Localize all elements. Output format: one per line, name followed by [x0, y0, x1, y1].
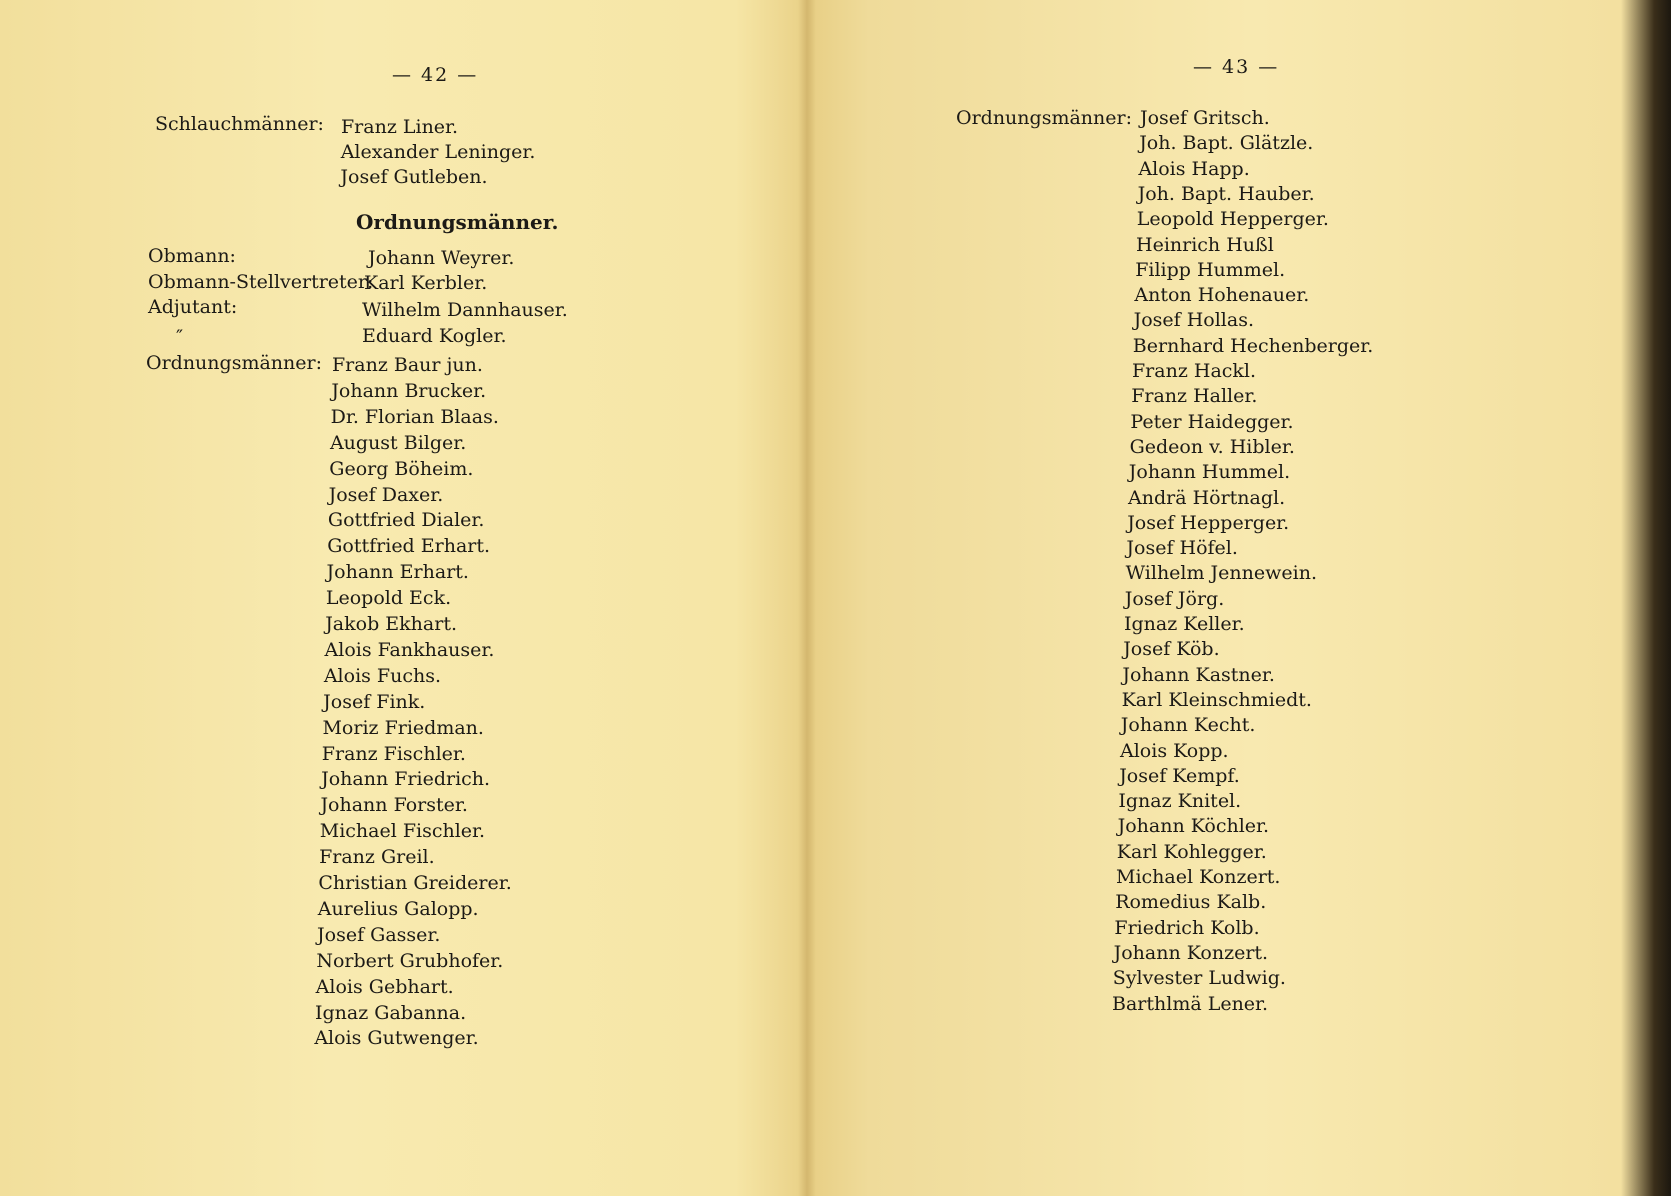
- list-item: Friedrich Kolb.: [1114, 916, 1260, 939]
- list-item: Johann Konzert.: [1113, 941, 1269, 964]
- page-number-right: — 43 —: [1193, 56, 1280, 78]
- list-item: Josef Höfel.: [1126, 537, 1238, 560]
- list-item: Karl Kohlegger.: [1116, 840, 1267, 863]
- list-item: Johann Kastner.: [1122, 663, 1275, 686]
- list-item: Anton Hohenauer.: [1134, 284, 1310, 307]
- list-item: Johann Brucker.: [331, 379, 487, 402]
- list-item: Gedeon v. Hibler.: [1129, 435, 1295, 458]
- list-item: Joh. Bapt. Glätzle.: [1139, 132, 1314, 155]
- list-item: Josef Gritsch.: [1140, 107, 1270, 129]
- list-item: Michael Fischler.: [319, 820, 486, 843]
- schlauch-label: Schlauchmänner:: [155, 113, 324, 135]
- page-number-left: — 42 —: [392, 64, 479, 86]
- obmann-name: Johann Weyrer.: [368, 247, 515, 269]
- list-item: Josef Köb.: [1123, 638, 1220, 661]
- list-item: Christian Greiderer.: [318, 872, 512, 894]
- list-item: Michael Konzert.: [1116, 866, 1281, 888]
- list-item: Johann Friedrich.: [321, 768, 491, 791]
- list-item: Josef Hollas.: [1133, 309, 1254, 332]
- list-item: Josef Kempf.: [1119, 764, 1240, 787]
- ordnung-label-right: Ordnungsmänner:: [956, 107, 1132, 129]
- list-item: Moriz Friedman.: [322, 716, 484, 739]
- section-heading: Ordnungsmänner.: [356, 210, 559, 234]
- adjutant-name-2: Eduard Kogler.: [362, 325, 507, 347]
- list-item: Alois Happ.: [1138, 157, 1250, 180]
- list-item: Johann Hummel.: [1128, 461, 1291, 484]
- list-item: Andrä Hörtnagl.: [1128, 486, 1286, 509]
- list-item: Romedius Kalb.: [1115, 891, 1267, 914]
- list-item: Barthlmä Lener.: [1112, 992, 1269, 1015]
- list-item: Franz Baur jun.: [332, 354, 483, 376]
- list-item: Josef Daxer.: [328, 483, 444, 506]
- stellvertreter-name: Karl Kerbler.: [364, 272, 488, 294]
- list-item: August Bilger.: [329, 431, 467, 454]
- list-item: Ignaz Knitel.: [1118, 790, 1242, 813]
- adjutant-label: Adjutant:: [148, 296, 238, 318]
- list-item: Ignaz Keller.: [1124, 613, 1245, 635]
- list-item: Franz Greil.: [319, 846, 435, 869]
- list-item: Filipp Hummel.: [1135, 258, 1286, 281]
- list-item: Alexander Leninger.: [340, 141, 536, 163]
- list-item: Johann Kecht.: [1120, 714, 1256, 737]
- list-item: Bernhard Hechenberger.: [1132, 334, 1374, 357]
- list-item: Alois Gebhart.: [315, 975, 454, 998]
- right-page: [800, 0, 1660, 1196]
- list-item: Jakob Ekhart.: [325, 613, 457, 635]
- list-item: Josef Jörg.: [1124, 587, 1225, 610]
- list-item: Joh. Bapt. Hauber.: [1137, 182, 1315, 205]
- list-item: Ignaz Gabanna.: [315, 1001, 467, 1024]
- list-item: Franz Liner.: [341, 116, 459, 138]
- list-item: Aurelius Galopp.: [317, 897, 479, 920]
- list-item: Franz Hackl.: [1132, 360, 1257, 382]
- list-item: Alois Gutwenger.: [314, 1027, 479, 1050]
- list-item: Leopold Hepperger.: [1136, 208, 1329, 231]
- list-item: Alois Fankhauser.: [324, 638, 495, 661]
- list-item: Heinrich Hußl: [1136, 233, 1274, 256]
- ditto-mark: ″: [176, 326, 184, 348]
- list-item: Josef Hepperger.: [1127, 511, 1290, 534]
- list-item: Johann Forster.: [320, 794, 468, 817]
- list-item: Gottfried Dialer.: [327, 509, 485, 532]
- list-item: Josef Gutleben.: [340, 166, 488, 188]
- list-item: Sylvester Ludwig.: [1112, 967, 1286, 990]
- list-item: Johann Erhart.: [326, 561, 469, 584]
- list-item: Leopold Eck.: [325, 587, 452, 610]
- stellvertreter-label: Obmann-Stellvertreter:: [148, 271, 374, 293]
- list-item: Gottfried Erhart.: [327, 535, 491, 558]
- list-item: Josef Gasser.: [317, 923, 441, 946]
- list-item: Franz Fischler.: [321, 742, 466, 765]
- obmann-label: Obmann:: [148, 245, 236, 267]
- adjutant-name: Wilhelm Dannhauser.: [362, 299, 568, 321]
- list-item: Josef Fink.: [323, 690, 426, 713]
- list-item: Georg Böheim.: [329, 457, 474, 480]
- list-item: Alois Kopp.: [1120, 739, 1229, 762]
- list-item: Franz Haller.: [1131, 385, 1258, 408]
- list-item: Norbert Grubhofer.: [316, 949, 504, 972]
- left-page: [0, 0, 810, 1196]
- list-item: Dr. Florian Blaas.: [330, 405, 499, 428]
- ordnung-label-left: Ordnungsmänner:: [146, 352, 322, 374]
- list-item: Peter Haidegger.: [1130, 410, 1294, 433]
- list-item: Wilhelm Jennewein.: [1125, 562, 1317, 585]
- list-item: Karl Kleinschmiedt.: [1121, 688, 1312, 711]
- list-item: Johann Köchler.: [1117, 815, 1270, 838]
- list-item: Alois Fuchs.: [323, 664, 442, 687]
